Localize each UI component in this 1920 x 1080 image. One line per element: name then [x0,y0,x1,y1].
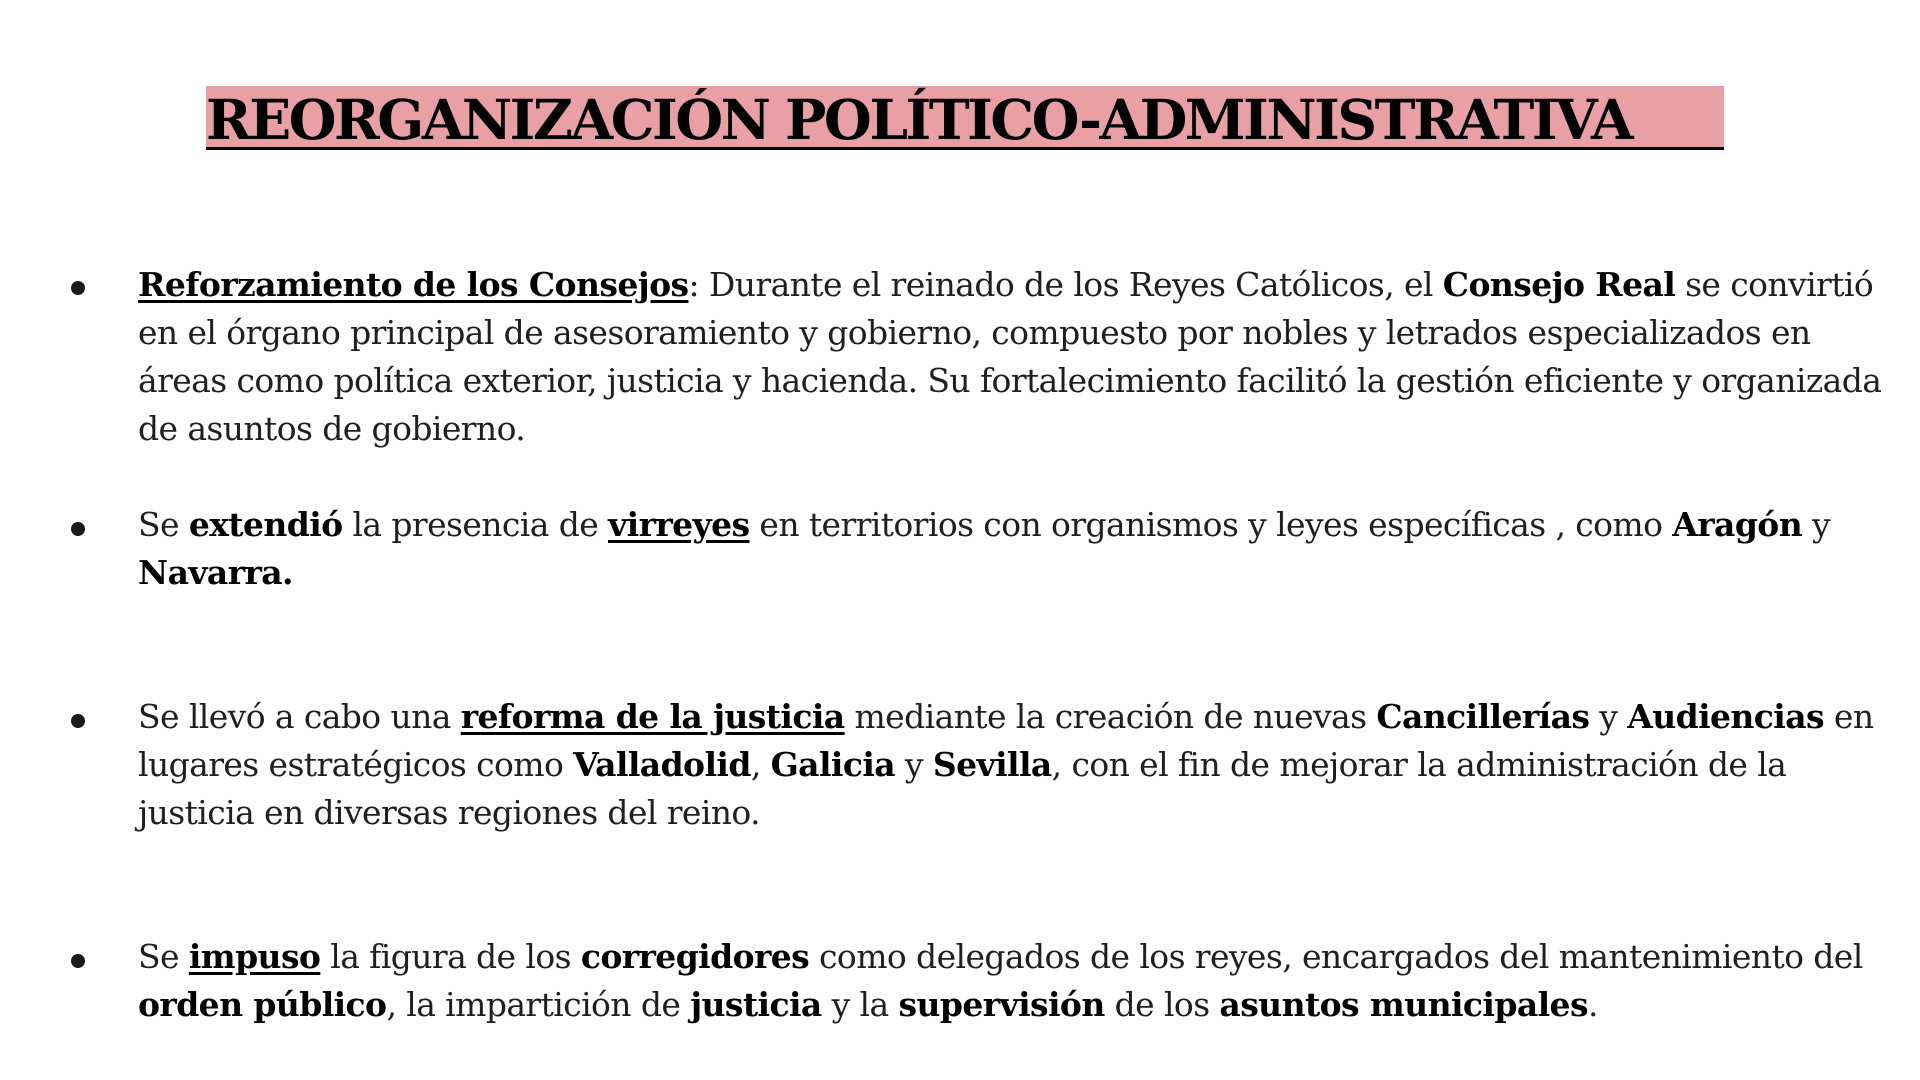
bullet-text-segment: la presencia de [342,505,609,544]
bullet-dot-icon [71,714,85,728]
bullet-text-segment: orden público [138,985,387,1024]
bullet-text-segment: Audiencias [1627,697,1824,736]
bullet-text-segment: y [1589,697,1628,736]
bullet-dot-icon [71,522,85,536]
bullet-text-segment: Valladolid [573,745,751,784]
bullet-text-segment: mediante la creación de nuevas [844,697,1377,736]
bullet-text-segment: impuso [188,937,321,976]
bullet-text-segment: supervisión [898,985,1105,1024]
bullet-text-segment: Consejo Real [1442,265,1676,304]
bullet-text-segment: reforma de la justicia [460,697,845,736]
bullet-text-segment: justicia [690,985,822,1024]
bullet-text-segment: en lugares estratégicos como [138,697,1874,784]
bullet-text-segment: en territorios con organismos y leyes específicas , como [749,505,1673,544]
bullet-text-segment: Reforzamiento de los Consejos [138,265,689,304]
bullet-text-segment: Se [138,937,189,976]
page-title: REORGANIZACIÓN POLÍTICO-ADMINISTRATIVA [206,87,1632,152]
bullet-text-segment: y la [821,985,899,1024]
bullet-dot-icon [71,954,85,968]
bullet-item [138,261,1893,453]
bullet-text-segment: , [750,745,771,784]
bullet-text-segment: Galicia [770,745,896,784]
bullet-item [138,933,1893,1029]
bullet-text-segment: y [1802,505,1831,544]
bullet-text-segment: Cancillerías [1376,697,1590,736]
bullet-text-segment: como delegados de los reyes, encargados del mantenimiento del [809,937,1863,976]
bullet-text-segment: . [1587,985,1598,1024]
bullet-text-segment: Sevilla [932,745,1052,784]
bullet-text-segment: asuntos municipales [1219,985,1588,1024]
title-highlight [206,86,1724,150]
bullet-text-segment: Aragón [1672,505,1803,544]
bullet-text-segment: extendió [188,505,343,544]
bullet-text-segment: : Durante el reinado de los Reyes Católicos, el [688,265,1443,304]
bullet-text-segment: corregidores [580,937,810,976]
bullet-text-segment: la figura de los [320,937,581,976]
bullet-text-segment: Navarra. [138,553,293,592]
bullet-text-segment: y [895,745,933,784]
bullet-text-segment: se convirtió en el órgano principal de asesoramiento y gobierno, compuesto por nobles y letrados especializados en áreas como política exterior, justicia y hacienda. Su fortalecimiento facilitó la gestión eficiente y organizada de asuntos de gobierno. [138,265,1882,448]
bullet-text-segment: de los [1104,985,1220,1024]
bullet-text-segment: Se llevó a cabo una [138,697,461,736]
bullet-text-segment: , la impartición de [386,985,691,1024]
bullet-item [138,693,1893,837]
bullet-dot-icon [71,281,85,295]
bullet-item [138,501,1893,597]
bullet-text-segment: virreyes [608,505,750,544]
bullet-text-segment: , con el fin de mejorar la administración de la justicia en diversas regiones del reino. [138,745,1787,832]
bullet-text-segment: Se [138,505,189,544]
